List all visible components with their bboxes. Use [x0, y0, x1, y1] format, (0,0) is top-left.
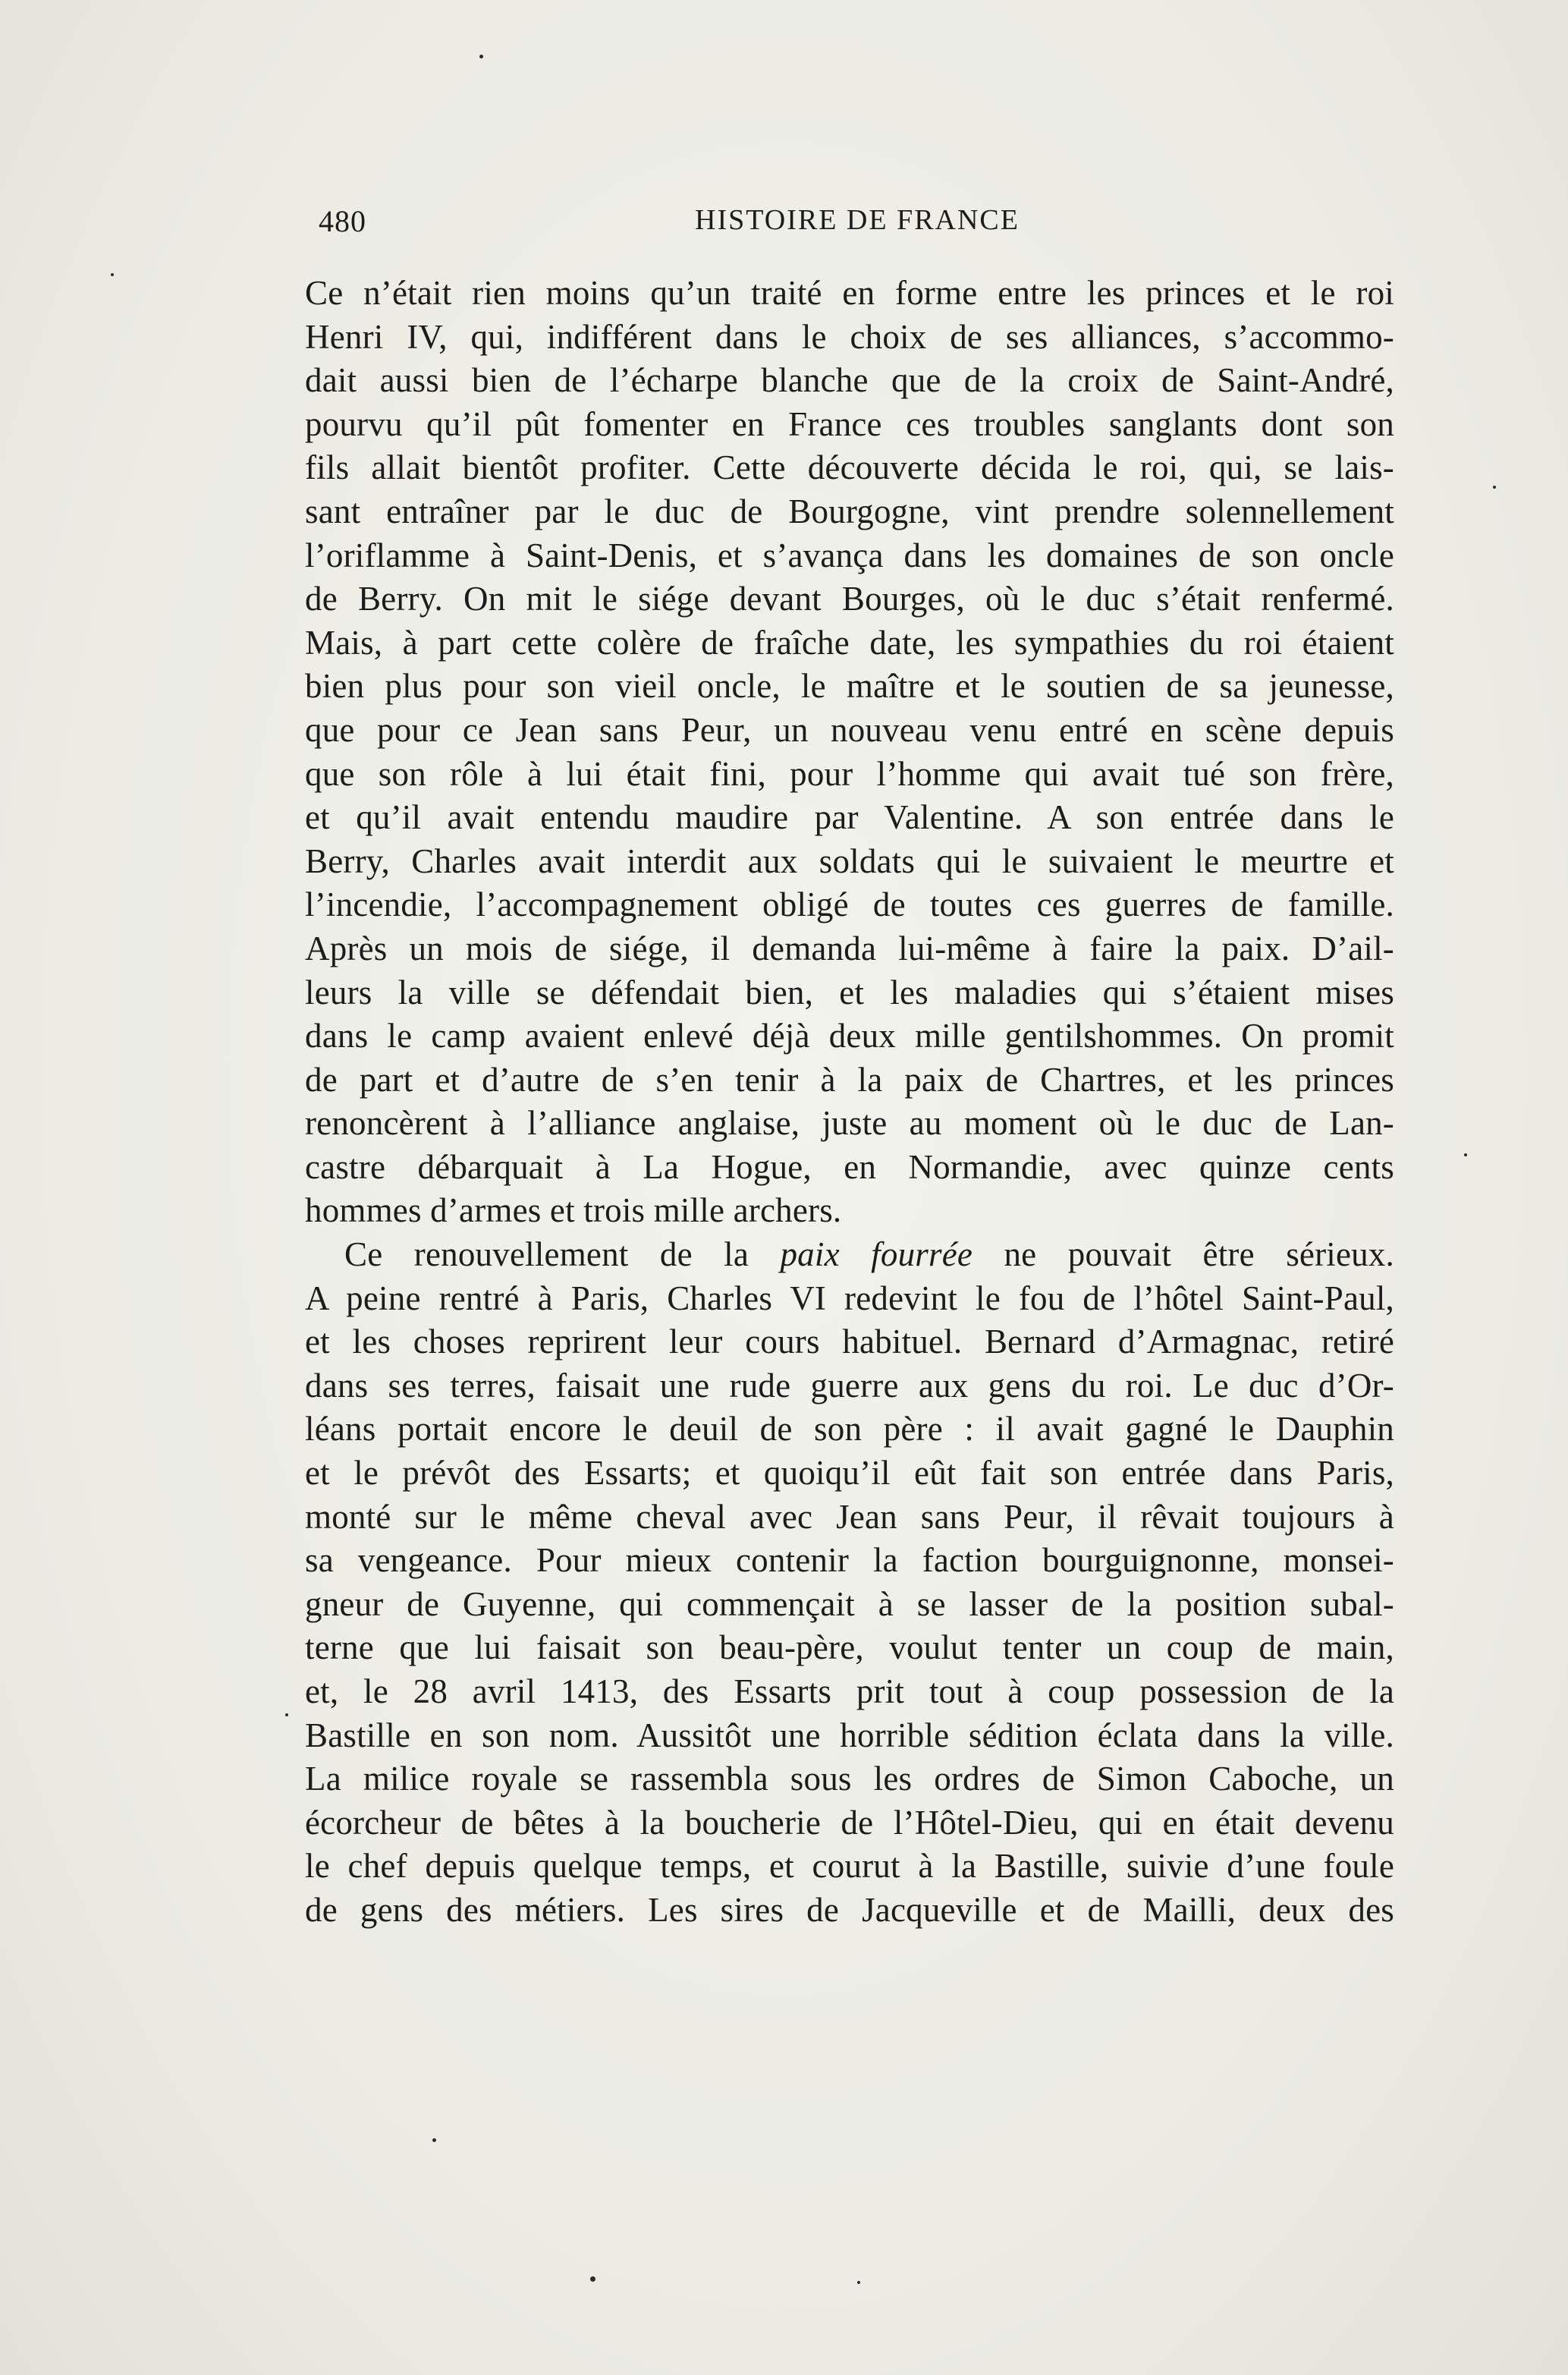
text-line: Après un mois de siége, il demanda lui-même à faire la paix. D’ail-	[305, 929, 1394, 967]
text-line: dait aussi bien de l’écharpe blanche que de la croix de Saint-André,	[305, 361, 1394, 400]
text-line: et le prévôt des Essarts; et quoiqu’il eût fait son entrée dans Paris,	[305, 1454, 1394, 1493]
text-line: et, le 28 avril 1413, des Essarts prit tout à coup possession de la	[305, 1672, 1394, 1710]
text-line: Berry, Charles avait interdit aux soldats qui le suivaient le meurtre et	[305, 841, 1394, 880]
paper-speck	[857, 2281, 860, 2284]
text-line: dans le camp avaient enlevé déjà deux mille gentilshommes. On promit	[305, 1017, 1394, 1055]
text-line: terne que lui faisait son beau-père, voulut tenter un coup de main,	[305, 1628, 1394, 1667]
paragraph-2	[305, 1233, 1394, 1933]
text-line: bien plus pour son vieil oncle, le maître et le soutien de sa jeunesse,	[305, 667, 1394, 706]
paper-speck	[285, 1713, 288, 1716]
text-line: Bastille en son nom. Aussitôt une horrible sédition éclata dans la ville.	[305, 1716, 1394, 1754]
text-line: et qu’il avait entendu maudire par Valentine. A son entrée dans le	[305, 798, 1394, 837]
page-header	[319, 203, 1396, 249]
paper-speck	[1493, 486, 1496, 489]
text-line: de Berry. On mit le siége devant Bourges, où le duc s’était renfermé.	[305, 580, 1394, 618]
text-line: le chef depuis quelque temps, et courut à la Bastille, suivie d’une foule	[305, 1847, 1394, 1886]
running-title: HISTOIRE DE FRANCE	[695, 204, 1020, 236]
text-run: ne pouvait être sérieux.	[1004, 1235, 1394, 1274]
text-line: l’incendie, l’accompagnement obligé de toutes ces guerres de famille.	[305, 886, 1394, 924]
text-run: Ce renouvellement de la	[344, 1235, 749, 1274]
text-line: écorcheur de bêtes à la boucherie de l’Hôtel-Dieu, qui en était devenu	[305, 1803, 1394, 1842]
text-line: dans ses terres, faisait une rude guerre aux gens du roi. Le duc d’Or-	[305, 1366, 1394, 1405]
text-line: A peine rentré à Paris, Charles VI redevint le fou de l’hôtel Saint-Paul,	[305, 1279, 1394, 1317]
paper-speck	[432, 2138, 436, 2142]
text-line: Ce n’était rien moins qu’un traité en forme entre les princes et le roi	[305, 274, 1394, 312]
italic-phrase: paix fourrée	[780, 1235, 973, 1274]
text-line: gneur de Guyenne, qui commençait à se lasser de la position subal-	[305, 1584, 1394, 1623]
text-line: de gens des métiers. Les sires de Jacqueville et de Mailli, deux des	[305, 1890, 1394, 1929]
text-line-first	[305, 1233, 1394, 1277]
text-line: de part et d’autre de s’en tenir à la paix de Chartres, et les princes	[305, 1060, 1394, 1099]
page-number: 480	[319, 204, 366, 238]
body-text	[305, 272, 1394, 1933]
text-line: pourvu qu’il pût fomenter en France ces troubles sanglants dont son	[305, 404, 1394, 443]
paper-speck	[1464, 1153, 1467, 1156]
paper-speck	[111, 273, 114, 276]
text-line: sa vengeance. Pour mieux contenir la faction bourguignonne, monsei-	[305, 1541, 1394, 1580]
text-line: que pour ce Jean sans Peur, un nouveau venu entré en scène depuis	[305, 710, 1394, 749]
text-line: La milice royale se rassembla sous les ordres de Simon Caboche, un	[305, 1760, 1394, 1798]
text-line: fils allait bientôt profiter. Cette découverte décida le roi, qui, se lais-	[305, 448, 1394, 487]
text-line: monté sur le même cheval avec Jean sans Peur, il rêvait toujours à	[305, 1497, 1394, 1536]
paragraph-1	[305, 272, 1394, 1233]
text-line: l’oriflamme à Saint-Denis, et s’avança dans les domaines de son oncle	[305, 536, 1394, 574]
text-line: léans portait encore le deuil de son père : il avait gagné le Dauphin	[305, 1410, 1394, 1449]
text-line: renoncèrent à l’alliance anglaise, juste au moment où le duc de Lan-	[305, 1104, 1394, 1143]
paper-speck	[590, 2276, 595, 2282]
paper-speck	[479, 55, 483, 58]
text-line: que son rôle à lui était fini, pour l’homme qui avait tué son frère,	[305, 754, 1394, 793]
text-line: Henri IV, qui, indifférent dans le choix de ses alliances, s’accommo-	[305, 317, 1394, 356]
text-line: et les choses reprirent leur cours habituel. Bernard d’Armagnac, retiré	[305, 1323, 1394, 1361]
text-line: leurs la ville se défendait bien, et les maladies qui s’étaient mises	[305, 973, 1394, 1011]
text-line: Mais, à part cette colère de fraîche date, les sympathies du roi étaient	[305, 623, 1394, 662]
text-line: sant entraîner par le duc de Bourgogne, vint prendre solennellement	[305, 492, 1394, 530]
text-line: castre débarquait à La Hogue, en Normandie, avec quinze cents	[305, 1147, 1394, 1186]
text-line: hommes d’armes et trois mille archers.	[305, 1191, 842, 1230]
